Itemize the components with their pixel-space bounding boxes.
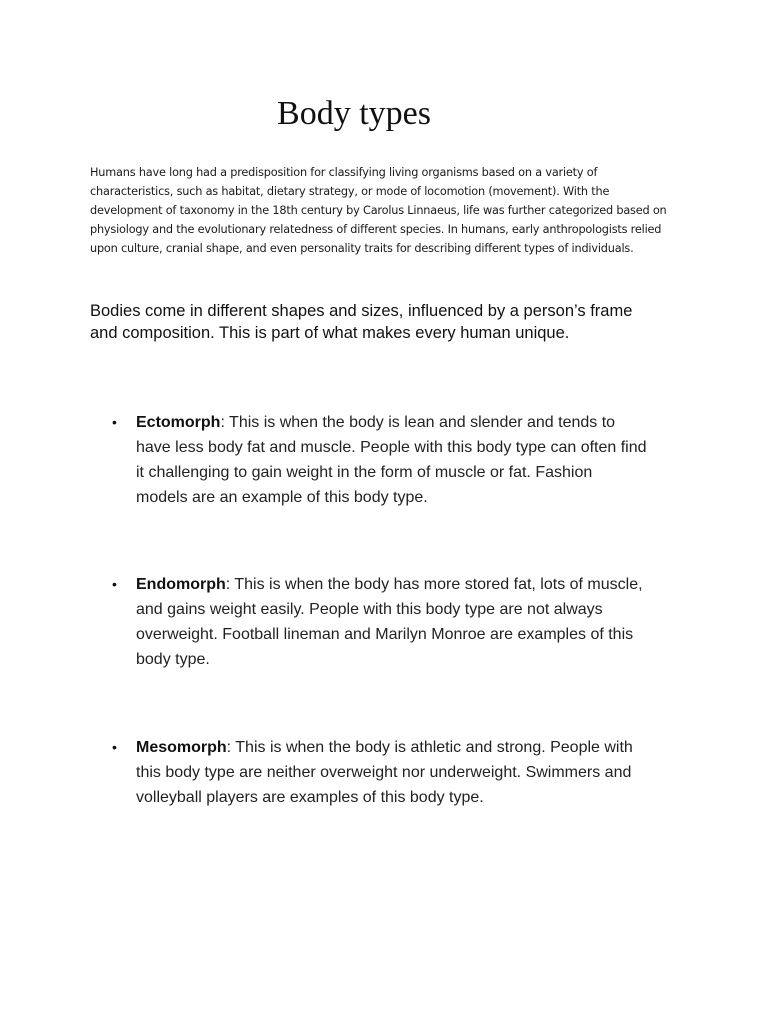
item-line: it challenging to gain weight in the form of muscle or fat. Fashion — [136, 464, 593, 481]
item-line: and gains weight easily. People with this body type are not always — [136, 601, 603, 618]
bullet-icon: • — [112, 414, 117, 430]
definition-text: : This is when the body is lean and slender and tends to — [220, 414, 616, 431]
intro-paragraph — [90, 163, 690, 258]
intro-line: development of taxonomy in the 18th century by Carolus Linnaeus, life was further categorized based on — [90, 204, 667, 217]
item-line: volleyball players are examples of this body type. — [136, 789, 484, 806]
item-line: overweight. Football lineman and Marilyn Monroe are examples of this — [136, 626, 634, 643]
bullet-icon: • — [112, 576, 117, 592]
item-first-line — [136, 572, 696, 597]
body-type-item-endomorph — [112, 572, 696, 672]
definition-text: : This is when the body is athletic and strong. People with — [226, 739, 633, 756]
item-line: body type. — [136, 651, 210, 668]
intro-line: characteristics, such as habitat, dietary strategy, or mode of locomotion (movement). With the — [90, 185, 610, 198]
definition-text: : This is when the body has more stored fat, lots of muscle, — [225, 576, 643, 593]
item-first-line — [136, 410, 696, 435]
term-label: Mesomorph — [136, 739, 227, 756]
lead-line: Bodies come in different shapes and sizes, influenced by a person’s frame — [90, 302, 633, 320]
item-line: models are an example of this body type. — [136, 489, 428, 506]
item-first-line — [136, 735, 696, 760]
item-line: this body type are neither overweight nor underweight. Swimmers and — [136, 764, 632, 781]
body-type-item-mesomorph — [112, 735, 696, 810]
intro-line: upon culture, cranial shape, and even personality traits for describing different types of individuals. — [90, 242, 634, 255]
page-title: Body types — [277, 95, 431, 132]
item-line: have less body fat and muscle. People with this body type can often find — [136, 439, 647, 456]
bullet-icon: • — [112, 739, 117, 755]
intro-line: physiology and the evolutionary relatedness of different species. In humans, early anthropologists relied — [90, 223, 662, 236]
body-type-item-ectomorph — [112, 410, 696, 510]
intro-line: Humans have long had a predisposition for classifying living organisms based on a variety of — [90, 166, 598, 179]
lead-paragraph — [90, 300, 710, 344]
term-label: Ectomorph — [136, 414, 221, 431]
term-label: Endomorph — [136, 576, 226, 593]
lead-line: and composition. This is part of what makes every human unique. — [90, 324, 570, 342]
